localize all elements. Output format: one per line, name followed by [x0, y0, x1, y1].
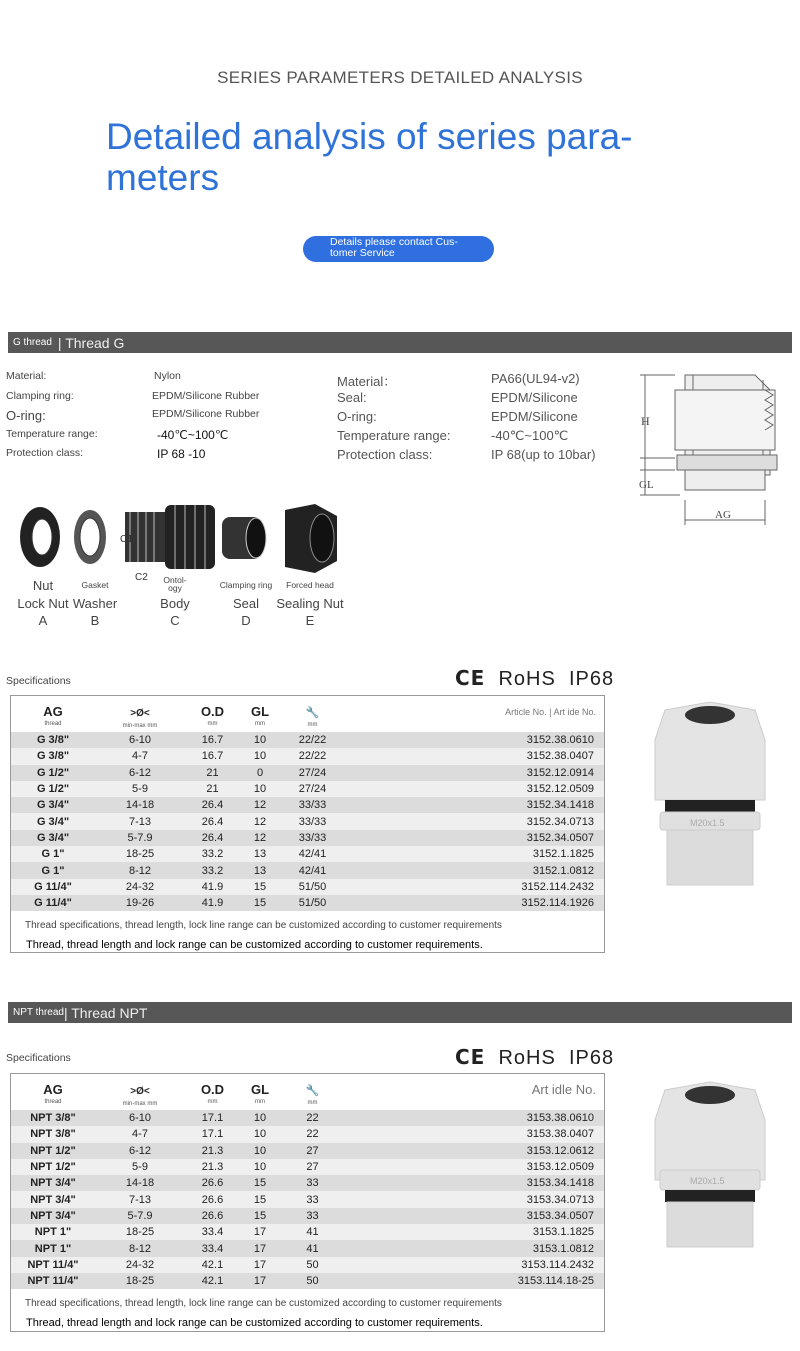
- gland-length: 10: [253, 1144, 267, 1157]
- wrench-size: 22/22: [298, 750, 327, 763]
- material-label: Material：: [337, 374, 397, 389]
- material-value: EPDM/Silicone Rubber: [152, 390, 260, 402]
- outer-diameter: 26.6: [201, 1209, 224, 1222]
- outer-diameter: 21.3: [201, 1161, 224, 1174]
- gland-length: 15: [253, 1209, 267, 1222]
- thread-size: NPT 3/4": [30, 1177, 76, 1190]
- table-row: [11, 765, 604, 781]
- product-photo-gland: [630, 700, 790, 890]
- table-row: [11, 846, 604, 862]
- col-gl-label: GL: [250, 704, 270, 719]
- header-row: [11, 696, 604, 732]
- certifications: [455, 666, 614, 691]
- table-row: [11, 895, 604, 911]
- col-diameter-unit: min-max mm: [122, 1101, 158, 1107]
- clamping-range: 18-25: [125, 1226, 155, 1239]
- col-diameter-label: >Ø<: [130, 1086, 150, 1097]
- wrench-size: 27/24: [298, 766, 327, 779]
- material-label: Protection class:: [337, 447, 433, 462]
- outer-diameter: 26.6: [201, 1193, 224, 1206]
- gland-length: 17: [253, 1242, 267, 1255]
- wrench-size: 33/33: [298, 815, 327, 828]
- thread-size: G 3/4": [36, 815, 70, 828]
- wrench-size: 42/41: [298, 864, 327, 877]
- wrench-size: 50: [306, 1258, 319, 1271]
- table-header: [11, 1074, 604, 1110]
- part-small-label: Gasket: [81, 580, 109, 590]
- thread-size: G 11/4": [34, 880, 72, 893]
- table-row: [11, 1208, 604, 1224]
- part-small-label: Ontol- ogy: [163, 575, 187, 593]
- wrench-size: 41: [306, 1226, 319, 1239]
- wrench-icon: 🔧: [305, 707, 320, 719]
- gland-length: 13: [253, 864, 267, 877]
- wrench-size: 27: [306, 1144, 319, 1157]
- table-row: [11, 1257, 604, 1273]
- ip68-mark: IP68: [568, 668, 615, 690]
- part-name: Lock Nut: [17, 596, 69, 611]
- thread-size: NPT 1": [34, 1242, 72, 1255]
- col-diameter-label: >Ø<: [130, 708, 150, 719]
- outer-diameter: 42.1: [201, 1258, 224, 1271]
- material-label: O-ring:: [6, 408, 46, 423]
- clamping-range: 7-13: [128, 1193, 152, 1206]
- table-row: [11, 830, 604, 846]
- material-label: Material:: [6, 370, 47, 382]
- table-row: [11, 1191, 604, 1207]
- clamping-range: 18-25: [125, 1275, 155, 1288]
- customization-note: Thread specifications, thread length, lock line range can be customized according to customer requirements: [25, 1298, 502, 1310]
- thread-size: NPT 1": [34, 1226, 72, 1239]
- table-row: [11, 1224, 604, 1240]
- article-number: 3153.12.0509: [526, 1161, 594, 1174]
- wrench-size: 22: [306, 1112, 319, 1125]
- material-label: Temperature range:: [6, 428, 98, 440]
- clamping-range: 14-18: [125, 799, 155, 812]
- outer-diameter: 17.1: [201, 1112, 224, 1125]
- gland-length: 10: [253, 1112, 267, 1125]
- thread-size: NPT 3/8": [30, 1128, 76, 1141]
- col-diameter-unit: min-max mm: [122, 723, 158, 729]
- article-number: 3152.34.0713: [526, 815, 594, 828]
- thread-size: G 1": [41, 864, 65, 877]
- spec-table-g: [10, 695, 605, 953]
- material-value: -40℃~100℃: [491, 428, 569, 443]
- outer-diameter: 33.4: [201, 1226, 224, 1239]
- clamping-range: 4-7: [132, 1128, 148, 1141]
- col-wrench: [280, 1074, 345, 1110]
- wrench-icon: 🔧: [305, 1085, 320, 1097]
- col-wrench: [280, 696, 345, 732]
- header-row: [11, 1074, 604, 1110]
- thread-size: G 11/4": [34, 897, 72, 910]
- gland-length: 10: [253, 1161, 267, 1174]
- thread-size: G 3/8": [36, 750, 70, 763]
- col-od: [185, 1074, 240, 1110]
- gland-length: 12: [253, 799, 267, 812]
- gland-length: 15: [253, 897, 267, 910]
- col-od-unit: mm: [207, 721, 218, 727]
- part-letter: E: [305, 613, 315, 628]
- clamping-range: 8-12: [128, 864, 152, 877]
- outer-diameter: 26.4: [201, 799, 224, 812]
- col-ag: [11, 696, 95, 732]
- article-number: 3152.1.0812: [532, 864, 594, 877]
- outer-diameter: 42.1: [201, 1275, 224, 1288]
- section-subtitle: SERIES PARAMETERS DETAILED ANALYSIS: [217, 68, 583, 87]
- col-gl-unit: mm: [255, 1099, 265, 1105]
- part-small-label: Nut: [32, 578, 54, 593]
- part-small-label: Forced head: [286, 580, 334, 590]
- gland-length: 15: [253, 1193, 267, 1206]
- clamping-range: 6-12: [128, 766, 152, 779]
- article-number: 3152.114.1926: [521, 897, 594, 910]
- gland-length: 10: [253, 750, 267, 763]
- section-bar-thread-npt: [8, 1002, 792, 1023]
- col-ag-unit: thread: [44, 721, 62, 727]
- thread-size: NPT 3/4": [30, 1209, 76, 1222]
- outer-diameter: 33.4: [201, 1242, 224, 1255]
- thread-size: G 3/4": [36, 831, 70, 844]
- section-title: | Thread NPT: [63, 1004, 148, 1021]
- certifications: [455, 1045, 614, 1070]
- outer-diameter: 26.4: [201, 815, 224, 828]
- col-wrench-unit: mm: [307, 722, 318, 728]
- dimension-c1: C1: [120, 534, 133, 545]
- outer-diameter: 21: [206, 766, 219, 779]
- col-ag-label: AG: [43, 704, 63, 719]
- col-gl-label: GL: [250, 1082, 270, 1097]
- material-value: IP 68(up to 10bar): [491, 447, 596, 462]
- outer-diameter: 21.3: [201, 1144, 224, 1157]
- part-letter: A: [38, 613, 48, 628]
- col-gl-unit: mm: [255, 721, 265, 727]
- table-row: [11, 1126, 604, 1142]
- clamping-range: 6-10: [128, 1112, 152, 1125]
- gland-length: 15: [253, 880, 267, 893]
- thread-size: NPT 1/2": [30, 1144, 76, 1157]
- specifications-label: Specifications: [6, 1052, 71, 1064]
- material-value: EPDM/Silicone Rubber: [152, 408, 260, 420]
- article-number: 3153.1.1825: [532, 1226, 594, 1239]
- col-gl: [240, 696, 280, 732]
- outer-diameter: 26.6: [201, 1177, 224, 1190]
- material-label: Clamping ring:: [6, 390, 74, 402]
- col-article-no: Art idle No.: [531, 1082, 596, 1097]
- ip68-mark: IP68: [568, 1047, 615, 1069]
- wrench-size: 27/24: [298, 783, 327, 796]
- table-row: [11, 1240, 604, 1256]
- gland-length: 12: [253, 815, 267, 828]
- thread-size: G 1": [41, 848, 65, 861]
- section-title: | Thread G: [57, 334, 125, 351]
- article-number: 3153.114.18-25: [517, 1275, 594, 1288]
- col-od-label: O.D: [200, 1082, 225, 1097]
- customization-note: Thread specifications, thread length, lock line range can be customized according to customer requirements: [25, 920, 502, 932]
- clamping-range: 8-12: [128, 1242, 152, 1255]
- article-number: 3152.34.1418: [526, 799, 594, 812]
- ce-mark: CE: [455, 666, 486, 690]
- rohs-mark: RoHS: [498, 1047, 556, 1069]
- col-od: [185, 696, 240, 732]
- col-ag: [11, 1074, 95, 1110]
- outer-diameter: 21: [206, 783, 219, 796]
- article-number: 3152.114.2432: [521, 880, 594, 893]
- outer-diameter: 41.9: [201, 880, 224, 893]
- article-number: 3153.1.0812: [532, 1242, 594, 1255]
- wrench-size: 22/22: [298, 734, 327, 747]
- part-name: Seal: [232, 596, 260, 611]
- clamping-range: 24-32: [125, 880, 155, 893]
- clamping-range: 5-9: [132, 1161, 148, 1174]
- product-marking: M20x1.5: [690, 818, 725, 828]
- article-number: 3152.38.0610: [526, 734, 594, 747]
- material-value: PA66(UL94-v2): [491, 371, 580, 386]
- article-number: 3152.38.0407: [526, 750, 594, 763]
- outer-diameter: 16.7: [201, 750, 224, 763]
- thread-size: G 3/8": [36, 734, 70, 747]
- outer-diameter: 16.7: [201, 734, 224, 747]
- material-label: Protection class:: [6, 447, 84, 459]
- article-number: 3153.38.0407: [526, 1128, 594, 1141]
- table-row: [11, 748, 604, 764]
- article-number: 3153.34.0713: [526, 1193, 594, 1206]
- customization-note-bold: Thread, thread length and lock range can be customized according to customer requirements.: [26, 939, 483, 952]
- outer-diameter: 41.9: [201, 897, 224, 910]
- drawing-label-gl: GL: [639, 479, 654, 491]
- article-number: 3153.38.0610: [526, 1112, 594, 1125]
- product-marking: M20x1.5: [690, 1176, 725, 1186]
- clamping-range: 4-7: [132, 750, 148, 763]
- gland-length: 10: [253, 783, 267, 796]
- material-value: EPDM/Silicone: [491, 409, 578, 424]
- wrench-size: 33/33: [298, 799, 327, 812]
- section-small-label: G thread: [13, 337, 52, 348]
- article-number: 3152.1.1825: [532, 848, 594, 861]
- wrench-size: 33: [306, 1177, 319, 1190]
- material-label: O-ring:: [337, 409, 377, 424]
- wrench-size: 42/41: [298, 848, 327, 861]
- clamping-range: 6-10: [128, 734, 152, 747]
- col-diameter: [95, 1074, 185, 1110]
- article-number: 3153.114.2432: [521, 1258, 594, 1271]
- part-letter: C: [170, 613, 180, 628]
- col-gl: [240, 1074, 280, 1110]
- thread-size: G 3/4": [36, 799, 70, 812]
- outer-diameter: 17.1: [201, 1128, 224, 1141]
- part-letter: B: [90, 613, 100, 628]
- table-row: [11, 1273, 604, 1289]
- table-row: [11, 862, 604, 878]
- material-label: Temperature range:: [337, 428, 451, 443]
- thread-size: NPT 1/2": [30, 1161, 76, 1174]
- col-article-no: Article No. | Art ide No.: [505, 707, 596, 717]
- col-ag-unit: thread: [44, 1099, 62, 1105]
- material-value: Nylon: [154, 370, 181, 382]
- gland-length: 17: [253, 1258, 267, 1271]
- table-header: [11, 696, 604, 732]
- gland-length: 17: [253, 1275, 267, 1288]
- thread-size: G 1/2": [36, 766, 70, 779]
- article-number: 3153.12.0612: [526, 1144, 594, 1157]
- dimension-c2: C2: [135, 572, 148, 583]
- part-small-label: Clamping ring: [219, 580, 273, 590]
- contact-customer-service-button[interactable]: Details please contact Cus- tomer Service: [303, 236, 494, 262]
- rohs-mark: RoHS: [498, 668, 556, 690]
- page-title: Detailed analysis of series para- meters: [106, 116, 633, 198]
- table-row: [11, 879, 604, 895]
- article-number: 3152.34.0507: [526, 831, 594, 844]
- table-row: [11, 813, 604, 829]
- part-name: Body: [160, 596, 190, 611]
- wrench-size: 33: [306, 1209, 319, 1222]
- clamping-range: 5-7.9: [127, 831, 153, 844]
- gland-length: 13: [253, 848, 267, 861]
- clamping-range: 18-25: [125, 848, 155, 861]
- outer-diameter: 33.2: [201, 864, 224, 877]
- specifications-label: Specifications: [6, 675, 71, 687]
- wrench-size: 41: [306, 1242, 319, 1255]
- gland-length: 10: [253, 1128, 267, 1141]
- cable-gland-drawing: [615, 370, 795, 530]
- gland-length: 17: [253, 1226, 267, 1239]
- wrench-size: 51/50: [298, 880, 327, 893]
- thread-size: NPT 11/4": [27, 1258, 79, 1271]
- clamping-range: 6-12: [128, 1144, 152, 1157]
- table-row: [11, 1175, 604, 1191]
- col-od-unit: mm: [207, 1099, 218, 1105]
- wrench-size: 22: [306, 1128, 319, 1141]
- table-row: [11, 1143, 604, 1159]
- spec-table-npt: [10, 1073, 605, 1332]
- material-value: -40℃~100℃: [157, 428, 229, 442]
- thread-size: G 1/2": [36, 783, 70, 796]
- drawing-label-ag: AG: [715, 509, 731, 521]
- table-row: [11, 1159, 604, 1175]
- part-name: Sealing Nut: [276, 596, 344, 611]
- part-name: Washer: [72, 596, 118, 611]
- thread-size: NPT 11/4": [27, 1275, 79, 1288]
- gland-length: 10: [253, 734, 267, 747]
- wrench-size: 33/33: [298, 831, 327, 844]
- ce-mark: CE: [455, 1045, 486, 1069]
- material-value: EPDM/Silicone: [491, 390, 578, 405]
- wrench-size: 51/50: [298, 897, 327, 910]
- outer-diameter: 26.4: [201, 831, 224, 844]
- col-ag-label: AG: [43, 1082, 63, 1097]
- clamping-range: 5-7.9: [127, 1209, 153, 1222]
- thread-size: NPT 3/8": [30, 1112, 76, 1125]
- clamping-range: 7-13: [128, 815, 152, 828]
- col-wrench-unit: mm: [307, 1100, 318, 1106]
- customization-note-bold: Thread, thread length and lock range can be customized according to customer requirements.: [26, 1317, 483, 1330]
- clamping-range: 24-32: [125, 1258, 155, 1271]
- article-number: 3152.12.0509: [526, 783, 594, 796]
- article-number: 3153.34.0507: [526, 1209, 594, 1222]
- drawing-label-h: H: [641, 414, 650, 428]
- clamping-range: 14-18: [125, 1177, 155, 1190]
- wrench-size: 27: [306, 1161, 319, 1174]
- section-small-label: NPT thread: [13, 1007, 64, 1018]
- wrench-size: 50: [306, 1275, 319, 1288]
- col-diameter: [95, 696, 185, 732]
- gland-length: 15: [253, 1177, 267, 1190]
- product-photo-gland: [630, 1080, 790, 1250]
- thread-size: NPT 3/4": [30, 1193, 76, 1206]
- clamping-range: 19-26: [125, 897, 155, 910]
- material-value: IP 68 -10: [157, 447, 206, 461]
- wrench-size: 33: [306, 1193, 319, 1206]
- table-row: [11, 732, 604, 748]
- gland-length: 12: [253, 831, 267, 844]
- material-label: Seal:: [337, 390, 367, 405]
- section-bar-thread-g: [8, 332, 792, 353]
- gland-length: 0: [256, 766, 264, 779]
- col-od-label: O.D: [200, 704, 225, 719]
- article-number: 3152.12.0914: [526, 766, 594, 779]
- part-letter: D: [241, 613, 251, 628]
- article-number: 3153.34.1418: [526, 1177, 594, 1190]
- table-row: [11, 797, 604, 813]
- exploded-parts-illustration: [10, 500, 350, 585]
- table-row: [11, 1110, 604, 1126]
- outer-diameter: 33.2: [201, 848, 224, 861]
- table-row: [11, 781, 604, 797]
- clamping-range: 5-9: [132, 783, 148, 796]
